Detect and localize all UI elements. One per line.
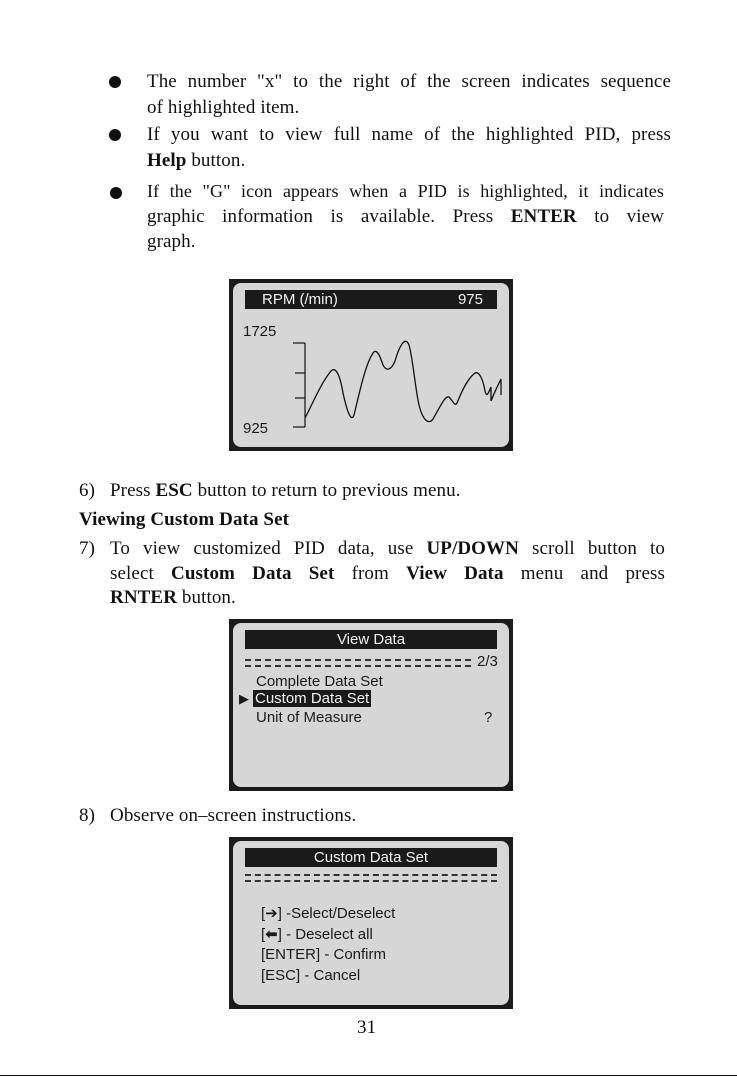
bullet-dot-icon — [110, 187, 122, 199]
left-arrow-icon: ⬅ — [265, 926, 278, 943]
instruction-select: [➔] -Select/Deselect — [261, 905, 396, 922]
rpm-graph-plot — [233, 283, 509, 447]
graph-axis — [293, 343, 305, 427]
bullet-dot-icon — [109, 129, 121, 141]
menu-item-custom-data-set[interactable]: Custom Data Set — [255, 690, 370, 707]
view-data-title: View Data — [336, 631, 406, 648]
bullet-3-line-3: graph. — [147, 231, 196, 252]
step-7-number: 7) — [79, 538, 96, 559]
bullet-2-line-2: Help button. — [147, 150, 246, 171]
step-8: 8) Observe on–screen instructions. — [79, 805, 357, 826]
selection-arrow-icon: ▶ — [239, 691, 249, 706]
unit-of-measure-marker: ? — [484, 709, 493, 726]
instruction-cancel: [ESC] - Cancel — [261, 967, 361, 984]
graph-title-label: RPM (/min) — [262, 291, 338, 308]
page-counter: 2/3 — [477, 653, 498, 670]
instruction-deselect-all: [⬅] - Deselect all — [261, 926, 373, 943]
menu-item-complete-data-set[interactable]: Complete Data Set — [256, 673, 383, 690]
view-data-screen — [229, 619, 513, 791]
y-min-label: 925 — [243, 420, 269, 437]
rpm-trace — [305, 341, 501, 421]
dashed-separator — [245, 874, 497, 882]
right-arrow-icon: ➔ — [265, 905, 278, 922]
bullet-3-line-1: If the "G" icon appears when a PID is highlighted, it indicates — [147, 181, 664, 201]
custom-data-set-screen — [229, 837, 513, 1009]
custom-data-set-title-bar — [245, 848, 497, 867]
instruction-confirm: [ENTER] - Confirm — [261, 946, 387, 963]
graph-title-value: 975 — [457, 291, 483, 308]
bullet-1-line-1: The number "x" to the right of the screen indicates sequence — [147, 71, 671, 92]
dashed-separator — [245, 659, 471, 667]
view-data-title-bar — [245, 630, 497, 649]
bullet-2-line-1: If you want to view full name of the highlighted PID, press — [147, 124, 671, 145]
menu-item-unit-of-measure[interactable]: Unit of Measure — [256, 709, 362, 726]
custom-data-set-title: Custom Data Set — [313, 849, 429, 866]
step-7-line-3: RNTER button. — [110, 587, 236, 608]
step-7-line-2: select Custom Data Set from View Data menu and press — [110, 563, 665, 584]
step-6: 6) Press ESC button to return to previous menu. — [79, 480, 461, 501]
step-7-line-1: To view customized PID data, use UP/DOWN scroll button to — [110, 538, 665, 559]
bullet-1-line-2: of highlighted item. — [147, 97, 300, 118]
bullet-dot-icon — [109, 76, 121, 88]
page-number: 31 — [357, 1017, 377, 1038]
footer-rule — [0, 1075, 737, 1076]
bullet-3-line-2: graphic information is available. Press ENTER to view — [147, 206, 664, 227]
section-heading: Viewing Custom Data Set — [79, 509, 290, 530]
rpm-graph-screen — [229, 279, 513, 451]
y-max-label: 1725 — [243, 323, 277, 340]
